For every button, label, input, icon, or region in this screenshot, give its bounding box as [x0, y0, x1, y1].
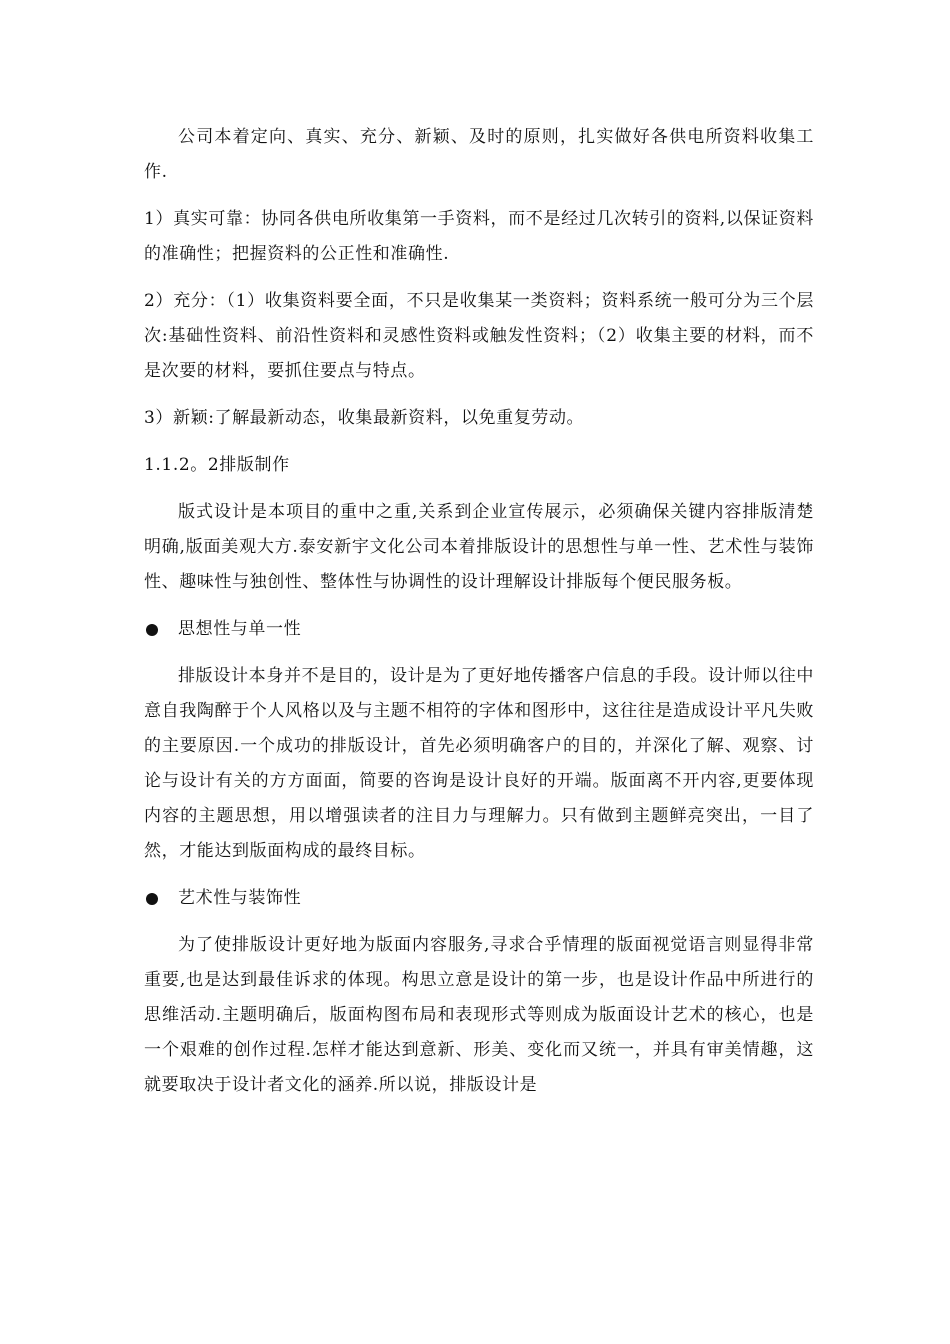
bullet-label: 艺术性与装饰性	[178, 888, 302, 908]
bullet-dot-icon	[146, 893, 158, 905]
bullet-item-ideology	[144, 612, 814, 647]
section-heading: 1.1.2。2排版制作	[144, 455, 290, 475]
document-page	[144, 120, 814, 1115]
bullet-dot-icon	[146, 624, 158, 636]
intro-paragraph: 公司本着定向、真实、充分、新颖、及时的原则，扎实做好各供电所资料收集工作.	[144, 127, 814, 182]
list-item-sufficient: 2）充分：（1）收集资料要全面，不只是收集某一类资料；资料系统一般可分为三个层次:基础性资料、前沿性资料和灵感性资料或触发性资料；（2）收集主要的材料，而不是次要的材料，要抓住要点与特点。	[144, 291, 814, 381]
ideology-paragraph: 排版设计本身并不是目的，设计是为了更好地传播客户信息的手段。设计师以往中意自我陶醉于个人风格以及与主题不相符的字体和图形中，这往往是造成设计平凡失败的主要原因.一个成功的排版设计，首先必须明确客户的目的，并深化了解、观察、讨论与设计有关的方方面面，简要的咨询是设计良好的开端。版面离不开内容,更要体现内容的主题思想，用以增强读者的注目力与理解力。只有做到主题鲜亮突出，一目了然，才能达到版面构成的最终目标。	[144, 666, 814, 861]
bullet-label: 思想性与单一性	[178, 619, 302, 639]
list-item-authentic: 1）真实可靠：协同各供电所收集第一手资料，而不是经过几次转引的资料,以保证资料的准确性；把握资料的公正性和准确性.	[144, 209, 814, 264]
artistry-paragraph: 为了使排版设计更好地为版面内容服务,寻求合乎情理的版面视觉语言则显得非常重要,也是达到最佳诉求的体现。构思立意是设计的第一步，也是设计作品中所进行的思维活动.主题明确后，版面构图布局和表现形式等则成为版面设计艺术的核心，也是一个艰难的创作过程.怎样才能达到意新、形美、变化而又统一，并具有审美情趣，这就要取决于设计者文化的涵养.所以说，排版设计是	[144, 935, 814, 1095]
bullet-item-artistry	[144, 881, 814, 916]
list-item-novel: 3）新颖:了解最新动态，收集最新资料，以免重复劳动。	[144, 408, 585, 428]
layout-design-paragraph: 版式设计是本项目的重中之重,关系到企业宣传展示，必须确保关键内容排版清楚明确,版面美观大方.泰安新宇文化公司本着排版设计的思想性与单一性、艺术性与装饰性、趣味性与独创性、整体性与协调性的设计理解设计排版每个便民服务板。	[144, 502, 814, 592]
